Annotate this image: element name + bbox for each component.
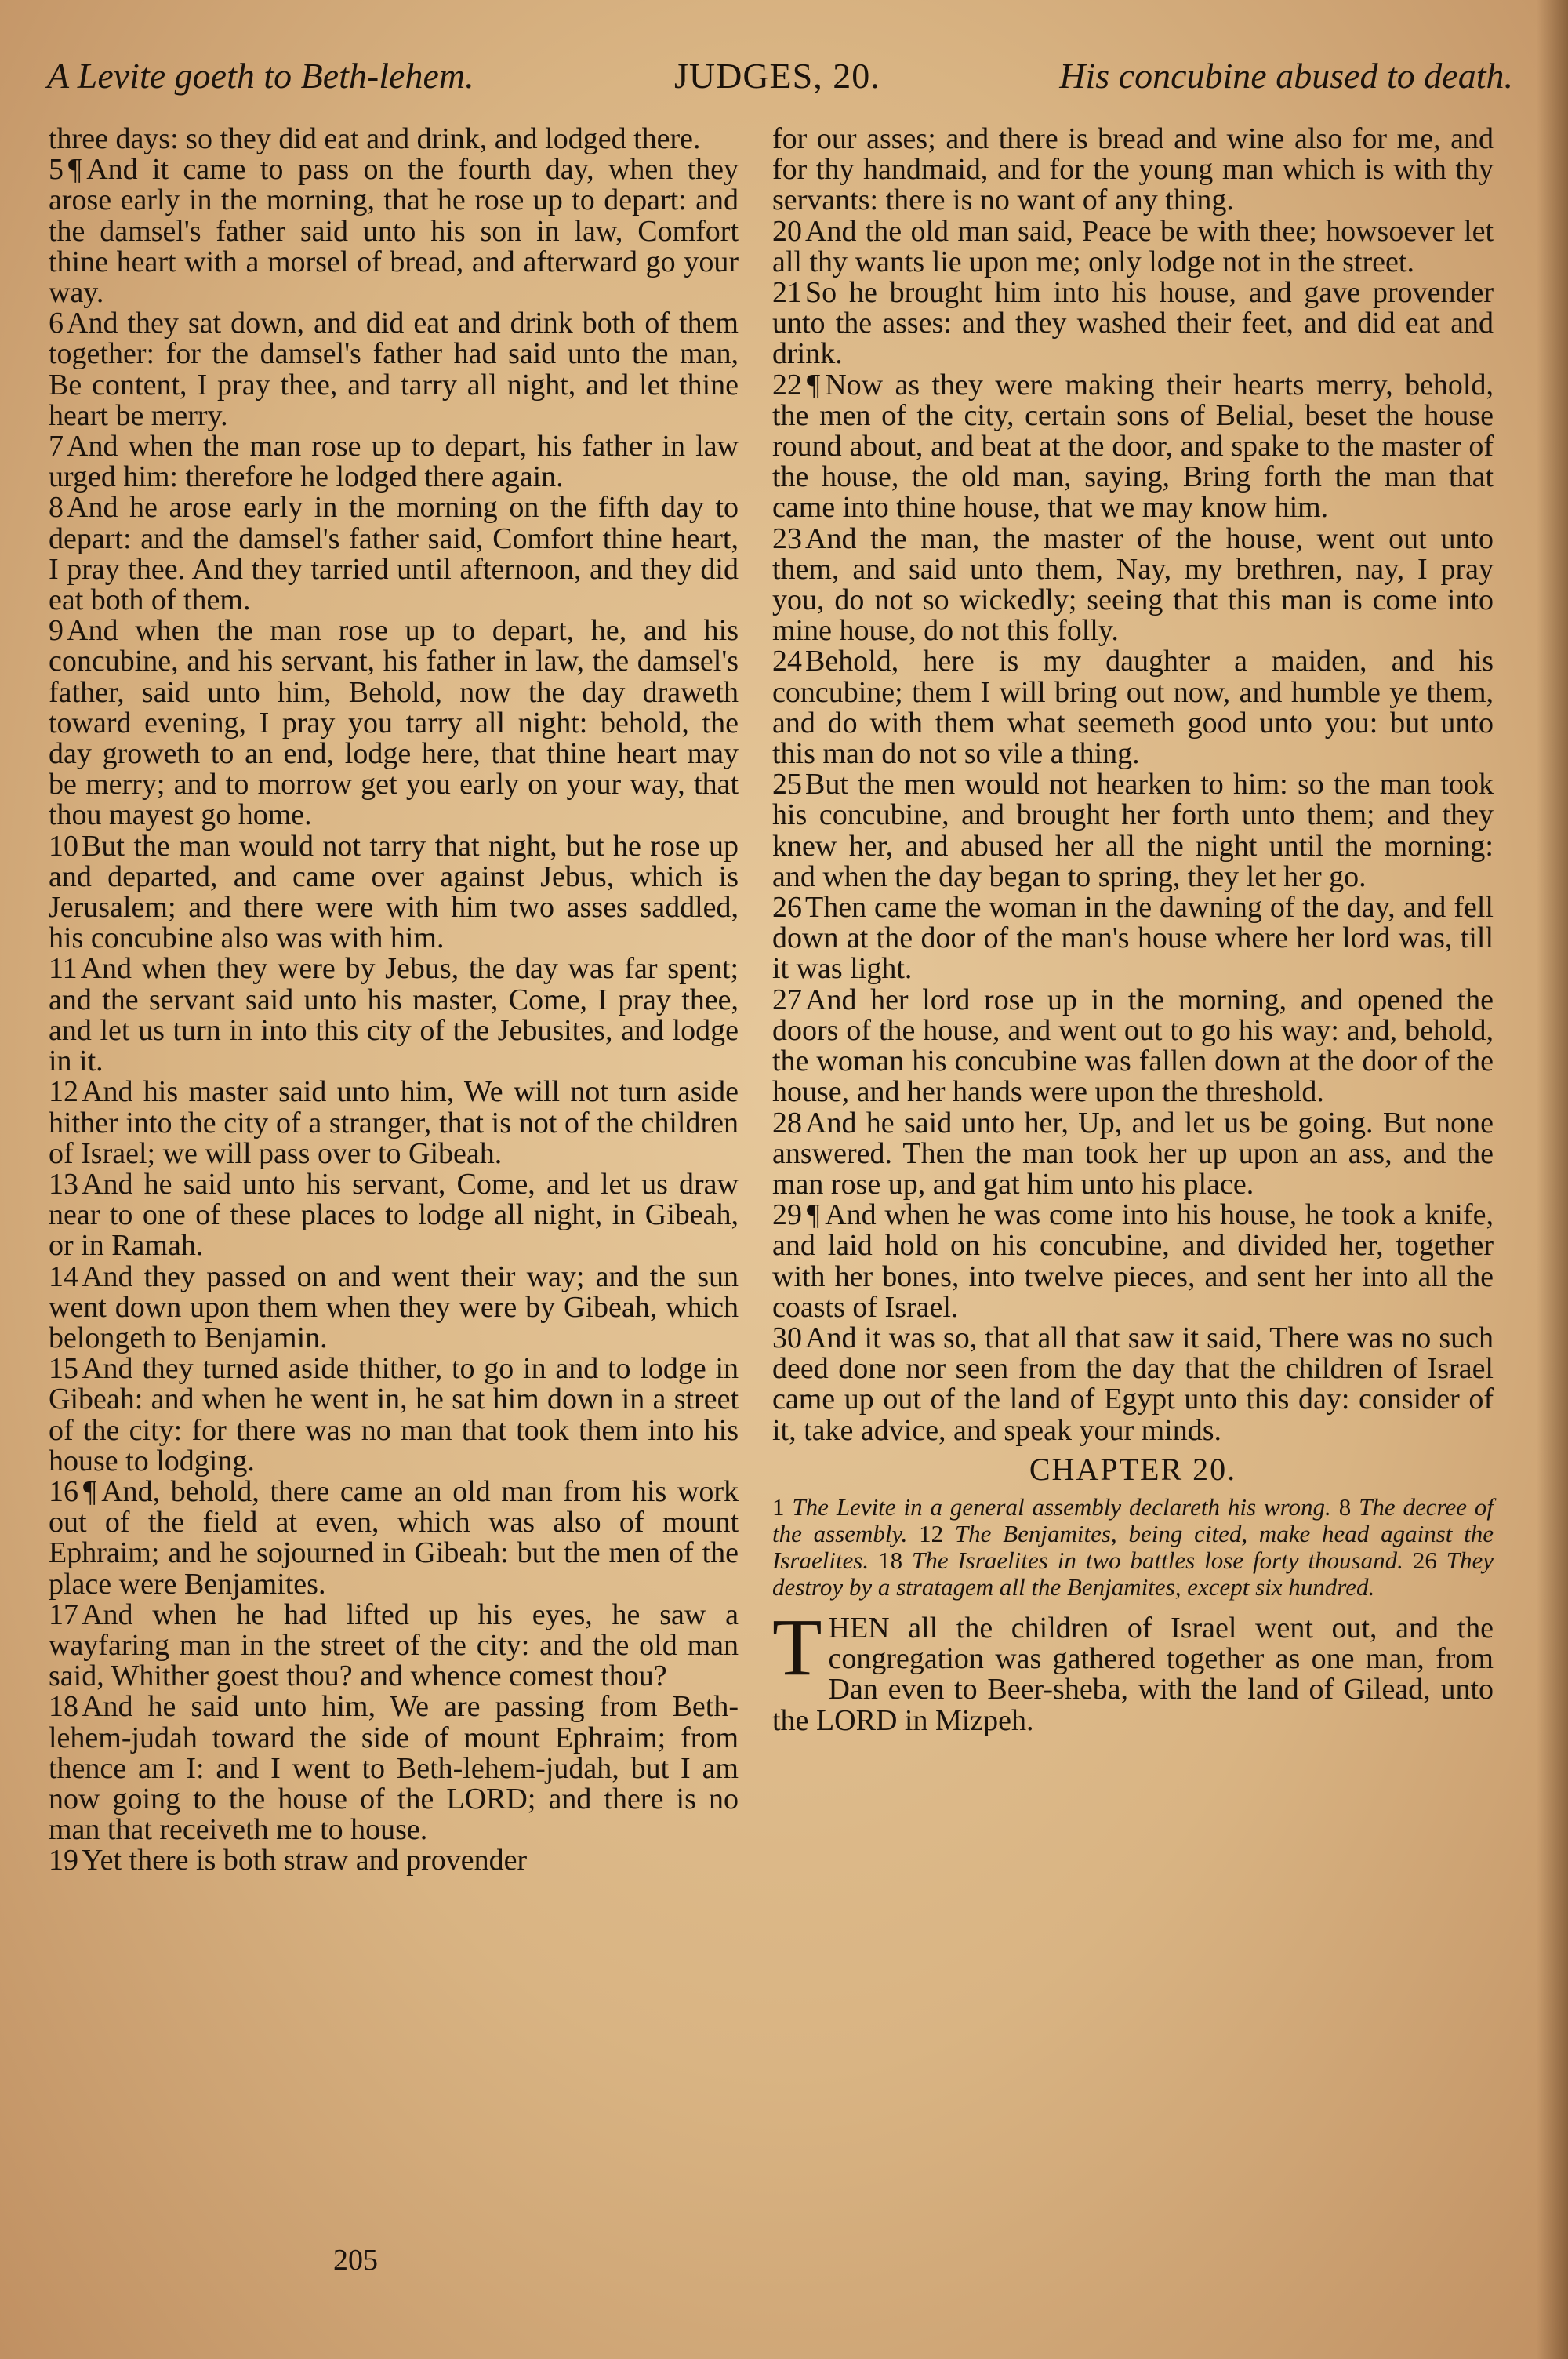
verse-number: 10 <box>49 829 78 863</box>
verse <box>49 1845 739 1876</box>
verse-text: And the man, the master of the house, went out unto them, and said unto them, Nay, my brethren, nay, I pray you, do not so wickedly; seeing that this man is come into mine house, do not this folly. <box>772 522 1494 648</box>
summary-text: The decree of the assembly. <box>772 1492 1494 1547</box>
verse-number: 27 <box>772 983 802 1016</box>
verse-number: 12 <box>49 1075 78 1109</box>
verse-number: 18 <box>49 1690 78 1724</box>
verse <box>49 493 739 616</box>
verse-text: And he said unto him, We are passing from Beth-lehem-judah toward the side of mount Ephraim; from thence am I: and I went to Beth-lehem-judah, but I am now going to the house of the LORD; and there is no man that receiveth me to house. <box>49 1690 739 1847</box>
summary-verse-number: 18 <box>878 1546 903 1574</box>
verse-number: 20 <box>772 214 802 248</box>
verse-text: Behold, here is my daughter a maiden, and his concubine; them I will bring out now, and humble ye them, and do with them what seemeth good unto you: but unto this man do not so vile a thing. <box>772 645 1494 771</box>
chapter-opening-verse <box>772 1601 1494 1737</box>
verse-text: But the men would not hearken to him: so the man took his concubine, and brought her forth unto them; and they knew her, and abused her all the night until the morning: and when the day began to spring, they let her go. <box>772 768 1494 893</box>
verse-text: And he arose early in the morning on the fifth day to depart: and the damsel's father said, Comfort thine heart, I pray thee. And they tarried until afternoon, and they did eat both of them. <box>49 491 739 617</box>
verse-text: And it came to pass on the fourth day, when they arose early in the morning, that he rose up to depart: and the damsel's father said unto his son in law, Comfort thine heart with a morsel of bread, and afterward go your way. <box>49 153 739 310</box>
verse <box>49 1077 739 1169</box>
verse-number: 16 <box>49 1474 78 1508</box>
verse-number: 17 <box>49 1598 78 1631</box>
verse-number: 8 <box>49 491 64 525</box>
verse-text: Now as they were making their hearts merry, behold, the men of the city, certain sons of Belial, beset the house round about, and beat at the door, and spake to the master of the house, the old man, saying, Bring forth the man that came into thine house, that we may know him. <box>772 368 1494 525</box>
verse <box>49 1259 739 1354</box>
summary-verse-number: 8 <box>1338 1492 1352 1521</box>
verse-number: 13 <box>49 1167 78 1201</box>
verse-number: 7 <box>49 430 64 463</box>
verse-number: 29 <box>772 1198 802 1232</box>
verse-text: And the old man said, Peace be with thee; howsoever let all thy wants lie upon me; only lodge not in the street. <box>772 214 1494 278</box>
chapter-heading: CHAPTER 20. <box>1029 1451 1237 1487</box>
verse-text: And when the man rose up to depart, his father in law urged him: therefore he lodged there again. <box>49 430 739 494</box>
drop-cap: T <box>772 1601 822 1692</box>
verse <box>772 524 1494 647</box>
verse <box>49 1692 739 1845</box>
verse-text: And he said unto her, Up, and let us be going. But none answered. Then the man took her up upon an ass, and the man rose up, and gat him unto his place. <box>772 1106 1494 1201</box>
verse-text: And, behold, there came an old man from his work out of the field at even, which was also of mount Ephraim; and he sojourned in Gibeah: but the men of the place were Benjamites. <box>49 1474 739 1601</box>
verse <box>49 154 739 308</box>
verse-text: And his master said unto him, We will not turn aside hither into the city of a stranger, that is not of the children of Israel; we will pass over to Gibeah. <box>49 1075 739 1170</box>
verse <box>49 831 739 954</box>
summary-text: The Benjamites, being cited, make head against the Israelites. <box>772 1519 1494 1574</box>
verse-number: 11 <box>49 952 78 986</box>
summary-verse-number: 12 <box>919 1519 944 1547</box>
summary-text: The Levite in a general assembly declareth his wrong. <box>792 1492 1331 1521</box>
verse-text: three days: so they did eat and drink, and lodged there. <box>49 122 701 155</box>
verse <box>772 1108 1494 1201</box>
verse-text: And they turned aside thither, to go in and to lodge in Gibeah: and when he went in, he sat him down in a street of the city: for there was no man that took them into his house to lodging. <box>49 1352 739 1478</box>
verse-number: 24 <box>772 645 802 678</box>
verse <box>49 308 739 431</box>
verse <box>49 124 739 154</box>
verse-text: And when the man rose up to depart, he, and his concubine, and his servant, his father in law, the damsel's father, said unto him, Behold, now the day draweth toward evening, I pray you tarry all night: behold, the day groweth to an end, lodge here, that thine heart may be merry; and to morrow get you early on your way, that thou mayest go home. <box>49 614 739 832</box>
summary-text: They destroy by a stratagem all the Benjamites, except six hundred. <box>772 1546 1494 1601</box>
verse-text: And he said unto his servant, Come, and let us draw near to one of these places to lodge all night, in Gibeah, or in Ramah. <box>49 1167 739 1263</box>
right-column-verses <box>772 124 1494 1446</box>
verse <box>772 985 1494 1108</box>
verse-number: 5 <box>49 153 64 187</box>
verse-text: But the man would not tarry that night, but he rose up and departed, and came over against Jebus, which is Jerusalem; and there were with him two asses saddled, his concubine also was with him. <box>49 829 739 955</box>
summary-verse-number: 26 <box>1412 1546 1437 1574</box>
verse-number: 26 <box>772 891 802 925</box>
verse-number: 9 <box>49 614 64 648</box>
verse <box>772 216 1494 278</box>
chapter-summary <box>772 1494 1494 1601</box>
verse-text: And it was so, that all that saw it said, There was no such deed done nor seen from the day that the children of Israel came up out of the land of Egypt unto this day: consider of it, take advice, and speak your minds. <box>772 1321 1494 1447</box>
verse-number: 14 <box>49 1259 78 1293</box>
opening-text-end: in Mizpeh. <box>904 1703 1034 1737</box>
verse <box>49 1600 739 1692</box>
running-header <box>47 55 1513 114</box>
right-column <box>772 124 1494 2241</box>
verse-number: 25 <box>772 768 802 801</box>
verse <box>772 1323 1494 1446</box>
summary-entry <box>772 1493 1339 1521</box>
summary-verse-number: 1 <box>772 1492 785 1521</box>
verse-text: And when he had lifted up his eyes, he saw a wayfaring man in the street of the city: and the old man said, Whither goest thou? and whence comest thou? <box>49 1598 739 1693</box>
verse-text: And they sat down, and did eat and drink both of them together: for the damsel's father had said unto the man, Be content, I pray thee, and tarry all night, and let thine heart be merry. <box>49 307 739 432</box>
page-number: 205 <box>333 2244 378 2277</box>
verse <box>772 124 1494 216</box>
header-book-chapter: JUDGES, 20. <box>674 56 880 96</box>
header-left-title: A Levite goeth to Beth-lehem. <box>47 56 474 96</box>
opening-lord: LORD <box>815 1703 898 1737</box>
verse-number: 19 <box>49 1844 78 1877</box>
summary-entry <box>878 1547 1413 1574</box>
verse-text: And they passed on and went their way; and the sun went down upon them when they were by Gibeah, which belongeth to Benjamin. <box>49 1259 739 1354</box>
verse <box>772 370 1494 524</box>
verse-number: 22 <box>772 368 802 402</box>
verse-text: So he brought him into his house, and gave provender unto the asses: and they washed their feet, and did eat and drink. <box>772 276 1494 371</box>
verse <box>49 954 739 1077</box>
verse <box>49 431 739 493</box>
verse-number: 6 <box>49 307 64 340</box>
verse <box>49 616 739 831</box>
pilcrow-mark: ¶ <box>807 1198 821 1232</box>
verse <box>772 646 1494 769</box>
verse-number: 21 <box>772 276 802 310</box>
verse-text: And her lord rose up in the morning, and opened the doors of the house, and went out to go his way: and, behold, the woman his concubine was fallen down at the door of the house, and her hands were upon the threshold. <box>772 983 1494 1109</box>
verse <box>49 1354 739 1477</box>
left-column <box>49 124 739 2241</box>
page-edge-shadow <box>1537 0 1568 2359</box>
verse-number: 30 <box>772 1321 802 1354</box>
pilcrow-mark: ¶ <box>83 1474 97 1508</box>
verse <box>772 769 1494 892</box>
verse <box>772 1200 1494 1323</box>
verse <box>772 892 1494 985</box>
verse-text: Then came the woman in the dawning of the day, and fell down at the door of the man's house where her lord was, till it was light. <box>772 891 1494 986</box>
header-right-title: His concubine abused to death. <box>1059 56 1513 96</box>
verse-text: And when he was come into his house, he took a knife, and laid hold on his concubine, and divided her, together with her bones, into twelve pieces, and sent her into all the coasts of Israel. <box>772 1198 1494 1324</box>
verse-number: 23 <box>772 522 802 555</box>
verse-number: 28 <box>772 1106 802 1140</box>
pilcrow-mark: ¶ <box>807 368 821 402</box>
verse <box>772 278 1494 370</box>
verse <box>49 1169 739 1262</box>
verse-text: for our asses; and there is bread and wine also for me, and for thy handmaid, and for the young man which is with thy servants: there is no want of any thing. <box>772 122 1494 217</box>
summary-text: The Israelites in two battles lose forty thousand. <box>912 1546 1403 1574</box>
verse-number: 15 <box>49 1352 78 1386</box>
opening-text: HEN all the children of Israel went out, and the congregation was gathered together as one man, from Dan even to Beer-sheba, with the land of Gilead, unto the <box>772 1611 1494 1737</box>
verse-text: And when they were by Jebus, the day was far spent; and the servant said unto his master, Come, I pray thee, and let us turn in into this city of the Jebusites, and lodge in it. <box>49 952 739 1078</box>
verse <box>49 1474 739 1601</box>
verse-text: Yet there is both straw and provender <box>82 1844 528 1877</box>
pilcrow-mark: ¶ <box>68 153 82 187</box>
